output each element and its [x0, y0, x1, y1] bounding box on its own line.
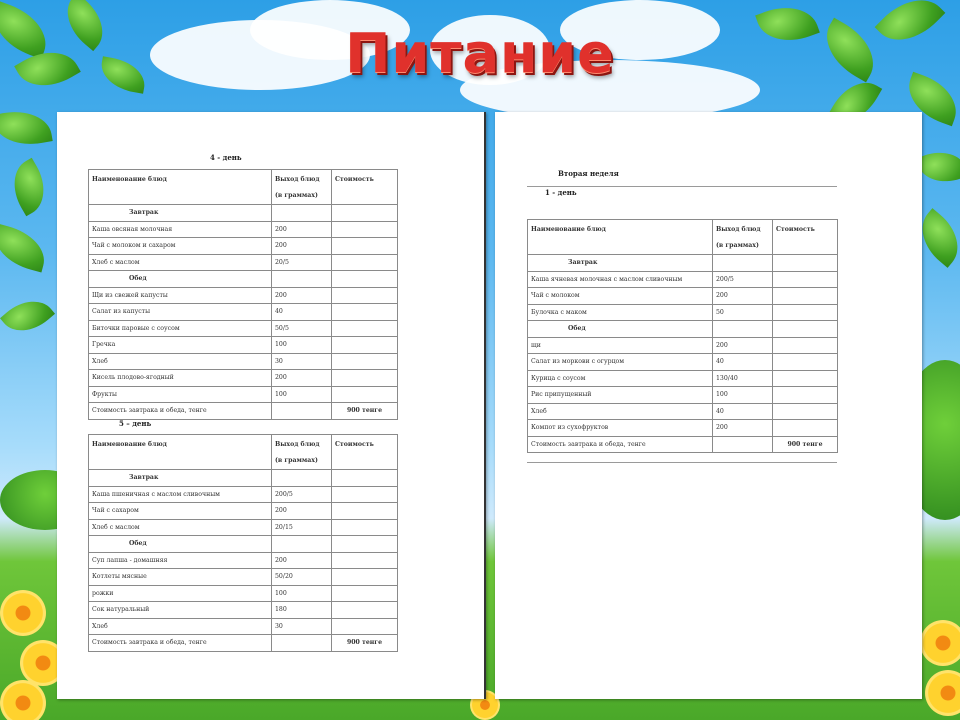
total-row: [89, 635, 398, 652]
cost-cell: [332, 271, 398, 288]
table-header-row: [89, 170, 398, 205]
cost-cell: [332, 287, 398, 304]
cost-cell: [332, 519, 398, 536]
cost-cell: [332, 238, 398, 255]
output-cell: 200: [272, 287, 332, 304]
flower: [0, 590, 46, 636]
leaf: [2, 158, 55, 217]
leaf: [0, 223, 51, 272]
right-document-page: [495, 112, 922, 699]
dish-name-cell: Чай с молоком и сахаром: [89, 238, 272, 255]
table-row: [89, 221, 398, 238]
dish-name-cell: Курица с соусом: [528, 370, 713, 387]
meal-section-row: [89, 470, 398, 487]
table-row: [89, 618, 398, 635]
output-cell: 200: [272, 221, 332, 238]
header-name: Наименование блюд: [89, 435, 272, 470]
output-cell: 200/5: [272, 486, 332, 503]
output-cell: 50/5: [272, 320, 332, 337]
dish-name-cell: Каша ячневая молочная с маслом сливочным: [528, 271, 713, 288]
output-cell: [713, 436, 773, 453]
cost-cell: [773, 288, 838, 305]
output-cell: 100: [272, 585, 332, 602]
output-cell: 20/15: [272, 519, 332, 536]
week-caption: Вторая неделя: [558, 169, 619, 178]
cost-cell: [773, 271, 838, 288]
table-row: [89, 552, 398, 569]
cost-cell: [332, 486, 398, 503]
output-cell: [272, 271, 332, 288]
left-document-page: [57, 112, 486, 699]
header-output: Выход блюд (в граммах): [713, 220, 773, 255]
table-row: [89, 304, 398, 321]
cost-cell: [332, 205, 398, 222]
cost-cell: [332, 503, 398, 520]
meal-section-row: [89, 536, 398, 553]
dish-name-cell: Хлеб: [528, 403, 713, 420]
table-row: [89, 320, 398, 337]
output-cell: 50/20: [272, 569, 332, 586]
day4-menu-table: [88, 169, 398, 420]
leaf: [916, 143, 960, 190]
cost-cell: [332, 353, 398, 370]
header-output: Выход блюд (в граммах): [272, 170, 332, 205]
header-name: Наименование блюд: [528, 220, 713, 255]
header-cost: Стоимость: [332, 435, 398, 470]
table-row: [89, 370, 398, 387]
cost-cell: 900 тенге: [773, 436, 838, 453]
divider: [527, 462, 837, 463]
output-cell: 100: [272, 386, 332, 403]
cost-cell: 900 тенге: [332, 403, 398, 420]
output-cell: 40: [713, 403, 773, 420]
table-row: [528, 354, 838, 371]
output-cell: [713, 255, 773, 272]
dish-name-cell: Завтрак: [89, 205, 272, 222]
table-row: [528, 304, 838, 321]
cost-cell: [773, 420, 838, 437]
dish-name-cell: Рис припущенный: [528, 387, 713, 404]
cost-cell: [332, 254, 398, 271]
table-row: [89, 254, 398, 271]
output-cell: 200/5: [713, 271, 773, 288]
cost-cell: [773, 321, 838, 338]
meal-section-row: [528, 255, 838, 272]
output-cell: [272, 470, 332, 487]
cost-cell: [773, 337, 838, 354]
table-row: [528, 387, 838, 404]
output-cell: 100: [272, 337, 332, 354]
dish-name-cell: Хлеб с маслом: [89, 519, 272, 536]
day5-caption: 5 – день: [119, 419, 152, 428]
day1-caption: 1 - день: [545, 188, 577, 197]
week2-day1-menu-table: [527, 219, 838, 453]
table-header-row: [528, 220, 838, 255]
flower: [925, 670, 960, 716]
flower: [0, 680, 46, 720]
output-cell: 30: [272, 353, 332, 370]
output-cell: [272, 635, 332, 652]
dish-name-cell: Суп лапша - домашняя: [89, 552, 272, 569]
table-row: [89, 238, 398, 255]
flower: [920, 620, 960, 666]
meal-section-row: [89, 271, 398, 288]
output-cell: [272, 205, 332, 222]
cost-cell: [332, 386, 398, 403]
dish-name-cell: Щи из свежей капусты: [89, 287, 272, 304]
output-cell: 200: [272, 552, 332, 569]
table-row: [89, 486, 398, 503]
cost-cell: [332, 470, 398, 487]
table-row: [528, 288, 838, 305]
dish-name-cell: Хлеб: [89, 618, 272, 635]
cost-cell: [773, 403, 838, 420]
leaf: [0, 105, 53, 150]
page-title: Питание: [345, 22, 615, 85]
table-row: [89, 569, 398, 586]
table-row: [528, 420, 838, 437]
dish-name-cell: Гречка: [89, 337, 272, 354]
table-row: [89, 287, 398, 304]
table-row: [89, 386, 398, 403]
cost-cell: [332, 585, 398, 602]
table-row: [528, 271, 838, 288]
dish-name-cell: Каша пшеничная с маслом сливочным: [89, 486, 272, 503]
output-cell: 200: [272, 238, 332, 255]
output-cell: 200: [713, 420, 773, 437]
dish-name-cell: Фрукты: [89, 386, 272, 403]
dish-name-cell: Обед: [89, 536, 272, 553]
output-cell: 200: [272, 503, 332, 520]
dish-name-cell: Чай с молоком: [528, 288, 713, 305]
table-row: [89, 519, 398, 536]
header-name: Наименование блюд: [89, 170, 272, 205]
cost-cell: [332, 304, 398, 321]
day4-caption: 4 - день: [210, 153, 242, 162]
meal-section-row: [89, 205, 398, 222]
table-row: [528, 337, 838, 354]
table-row: [89, 585, 398, 602]
cost-cell: [332, 569, 398, 586]
cost-cell: [332, 536, 398, 553]
cost-cell: [332, 602, 398, 619]
total-row: [528, 436, 838, 453]
output-cell: 180: [272, 602, 332, 619]
table-header-row: [89, 435, 398, 470]
output-cell: 130/40: [713, 370, 773, 387]
cost-cell: [773, 370, 838, 387]
output-cell: 40: [272, 304, 332, 321]
cost-cell: [332, 320, 398, 337]
total-row: [89, 403, 398, 420]
header-output: Выход блюд (в граммах): [272, 435, 332, 470]
cost-cell: [332, 552, 398, 569]
cost-cell: 900 тенге: [332, 635, 398, 652]
meal-section-row: [528, 321, 838, 338]
cost-cell: [773, 387, 838, 404]
cost-cell: [773, 255, 838, 272]
dish-name-cell: Булочка с маком: [528, 304, 713, 321]
output-cell: [272, 536, 332, 553]
output-cell: 100: [713, 387, 773, 404]
header-cost: Стоимость: [332, 170, 398, 205]
table-row: [89, 503, 398, 520]
cost-cell: [773, 354, 838, 371]
dish-name-cell: Стоимость завтрака и обеда, тенге: [89, 403, 272, 420]
dish-name-cell: Завтрак: [89, 470, 272, 487]
output-cell: 200: [272, 370, 332, 387]
dish-name-cell: Кисель плодово-ягодный: [89, 370, 272, 387]
output-cell: 200: [713, 288, 773, 305]
table-row: [528, 403, 838, 420]
output-cell: [272, 403, 332, 420]
dish-name-cell: щи: [528, 337, 713, 354]
output-cell: 40: [713, 354, 773, 371]
cost-cell: [773, 304, 838, 321]
dish-name-cell: Салат из капусты: [89, 304, 272, 321]
dish-name-cell: Биточки паровые с соусом: [89, 320, 272, 337]
dish-name-cell: Стоимость завтрака и обеда, тенге: [528, 436, 713, 453]
dish-name-cell: рожки: [89, 585, 272, 602]
cost-cell: [332, 337, 398, 354]
dish-name-cell: Сок натуральный: [89, 602, 272, 619]
output-cell: 20/5: [272, 254, 332, 271]
dish-name-cell: Чай с сахаром: [89, 503, 272, 520]
dish-name-cell: Котлеты мясные: [89, 569, 272, 586]
dish-name-cell: Компот из сухофруктов: [528, 420, 713, 437]
output-cell: 30: [272, 618, 332, 635]
dish-name-cell: Завтрак: [528, 255, 713, 272]
dish-name-cell: Хлеб с маслом: [89, 254, 272, 271]
dish-name-cell: Стоимость завтрака и обеда, тенге: [89, 635, 272, 652]
dish-name-cell: Обед: [528, 321, 713, 338]
header-cost: Стоимость: [773, 220, 838, 255]
dish-name-cell: Хлеб: [89, 353, 272, 370]
divider: [527, 186, 837, 187]
cost-cell: [332, 370, 398, 387]
cost-cell: [332, 618, 398, 635]
output-cell: [713, 321, 773, 338]
dish-name-cell: Салат из моркови с огурцом: [528, 354, 713, 371]
output-cell: 50: [713, 304, 773, 321]
table-row: [89, 337, 398, 354]
table-row: [89, 602, 398, 619]
dish-name-cell: Каша овсяная молочная: [89, 221, 272, 238]
table-row: [89, 353, 398, 370]
dish-name-cell: Обед: [89, 271, 272, 288]
cost-cell: [332, 221, 398, 238]
day5-menu-table: [88, 434, 398, 652]
table-row: [528, 370, 838, 387]
leaf: [0, 289, 55, 342]
output-cell: 200: [713, 337, 773, 354]
